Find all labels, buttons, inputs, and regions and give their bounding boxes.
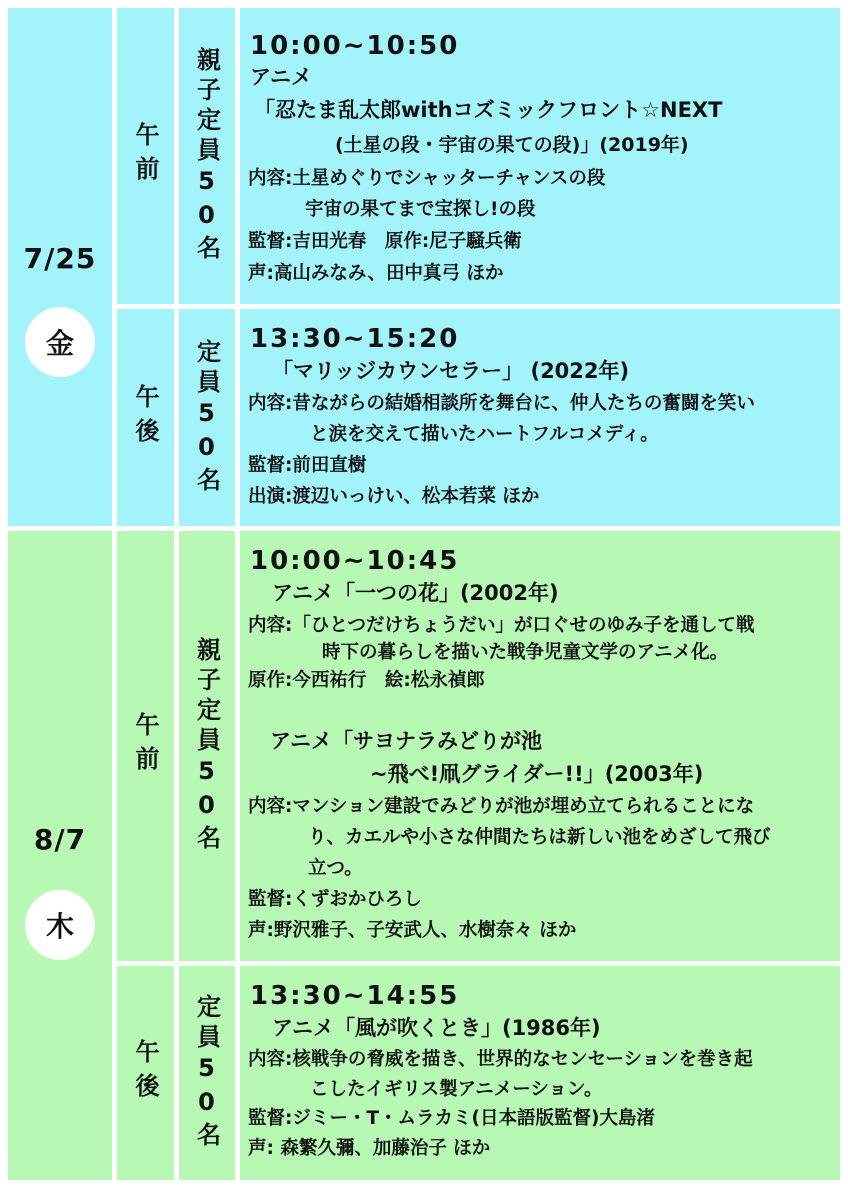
session-time: 13:30~14:55	[250, 981, 460, 1011]
program-description: 内容:昔ながらの結婚相談所を舞台に、仲人たちの奮闘を笑い	[248, 393, 755, 414]
program-title: 「マリッジカウンセラー」 (2022年)	[272, 359, 630, 383]
period-label: 午後	[131, 383, 159, 452]
program-title: アニメ「サヨナラみどりが池	[270, 729, 542, 753]
session-content	[240, 966, 840, 1180]
capacity-cell	[179, 8, 235, 304]
program-description: 内容:核戦争の脅威を描き、世界的なセンセーションを巻き起	[248, 1049, 753, 1070]
session-content	[240, 8, 840, 304]
session-time: 10:00~10:50	[250, 31, 460, 61]
program-description: 内容:「ひとつだけちょうだい」が口ぐせのゆみ子を通して戦	[248, 615, 755, 636]
program-credits: 監督:前田直樹	[248, 455, 367, 476]
date-cell-0807	[8, 531, 112, 1180]
program-description-cont: こしたイギリス製アニメーション。	[310, 1079, 603, 1100]
weekday-badge: 金	[25, 307, 95, 377]
capacity-cell	[179, 531, 235, 961]
program-cast: 声:野沢雅子、子安武人、水樹奈々 ほか	[248, 920, 577, 941]
capacity-label: 定員50名	[192, 994, 221, 1152]
period-label: 午前	[131, 712, 159, 780]
program-cast: 出演:渡辺いっけい、松本若菜 ほか	[248, 486, 540, 507]
program-description-cont: と涙を交えて描いたハートフルコメディ。	[310, 424, 659, 445]
period-label: 午前	[131, 122, 159, 190]
session-content	[240, 531, 840, 961]
date-label: 7/25	[23, 242, 97, 275]
period-cell-am	[117, 531, 174, 961]
weekday-badge: 木	[25, 890, 95, 960]
period-cell-pm	[117, 309, 174, 526]
program-cast: 声: 森繁久彌、加藤治子 ほか	[248, 1138, 491, 1159]
period-label: 午後	[131, 1039, 159, 1107]
session-time: 10:00~10:45	[250, 546, 460, 576]
capacity-cell	[179, 309, 235, 526]
program-title: 「忍たま乱太郎withコズミックフロント☆NEXT	[254, 98, 723, 122]
program-description-cont: 立つ。	[308, 858, 363, 879]
program-type: アニメ	[250, 65, 312, 89]
capacity-cell	[179, 966, 235, 1180]
program-subtitle: (土星の段・宇宙の果ての段)」(2019年)	[335, 134, 689, 156]
program-description-cont: り、カエルや小さな仲間たちは新しい池をめざして飛び	[308, 827, 771, 848]
program-title: アニメ「一つの花」(2002年)	[272, 581, 559, 605]
capacity-label: 定員50名	[192, 338, 221, 497]
capacity-label: 親子定員50名	[192, 47, 221, 265]
program-subtitle: ~飛べ!凧グライダー!!」(2003年)	[370, 762, 704, 786]
program-credits: 監督:くずおかひろし	[248, 889, 422, 910]
session-content	[240, 309, 840, 526]
period-cell-am	[117, 8, 174, 304]
program-cast: 声:高山みなみ、田中真弓 ほか	[248, 263, 504, 284]
program-description: 内容:土星めぐりでシャッターチャンスの段	[248, 168, 606, 189]
date-label: 8/7	[33, 823, 87, 856]
program-credits: 監督:ジミー・T・ムラカミ(日本語版監督)大島渚	[248, 1108, 655, 1129]
date-cell-0725	[8, 8, 112, 526]
program-description-cont: 時下の暮らしを描いた戦争児童文学のアニメ化。	[322, 642, 729, 663]
capacity-label: 親子定員50名	[192, 637, 221, 855]
program-title: アニメ「風が吹くとき」(1986年)	[272, 1016, 601, 1040]
program-description: 内容:マンション建設でみどりが池が埋め立てられることにな	[248, 796, 755, 817]
program-description-cont: 宇宙の果てまで宝探し!の段	[305, 199, 536, 220]
session-time: 13:30~15:20	[250, 324, 460, 354]
program-credits: 原作:今西祐行 絵:松永禎郎	[248, 670, 485, 691]
period-cell-pm	[117, 966, 174, 1180]
program-credits: 監督:吉田光春 原作:尼子騒兵衛	[248, 231, 522, 252]
